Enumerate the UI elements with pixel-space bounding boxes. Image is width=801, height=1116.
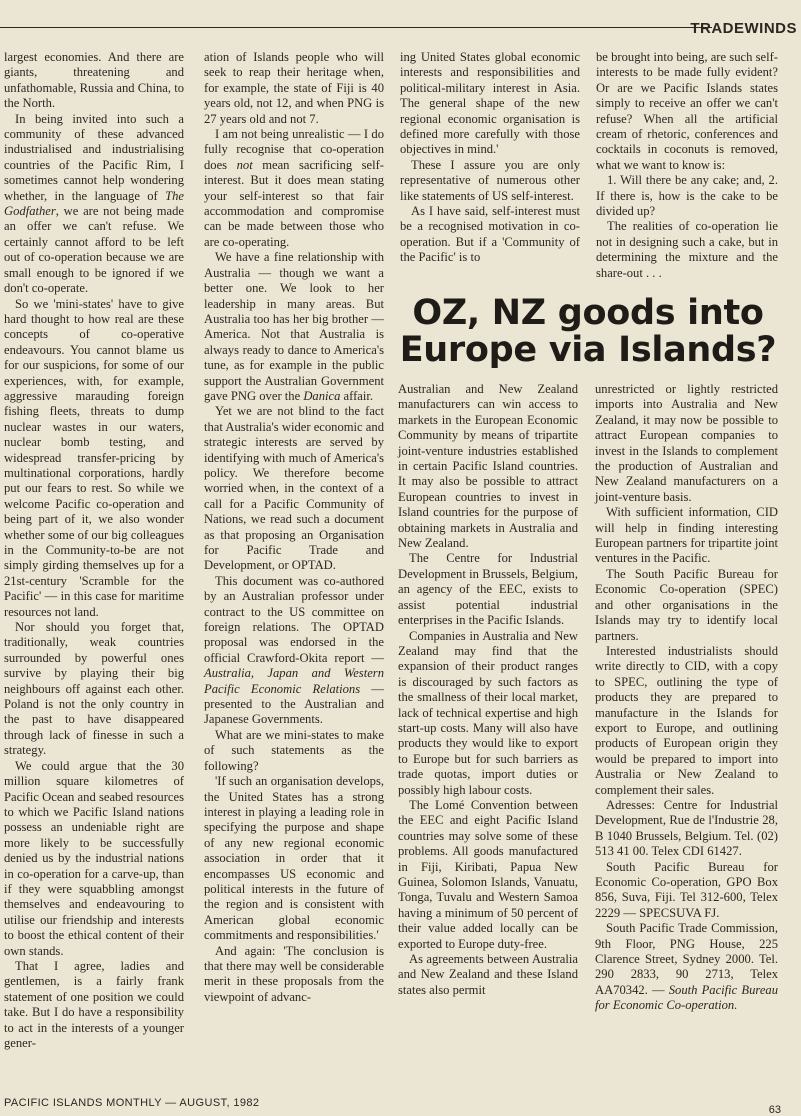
paragraph: unrestricted or lightly restricted imports into Australia and New Zealand, it may now be possible to attract European companies to invest in the Islands to complement the production of Australian and New Zealand manufacturers on a joint-venture basis.	[595, 382, 778, 504]
paragraph: Companies in Australia and New Zealand may find that the expansion of their product ranges is discouraged by such factors as the smallness of their local market, lack of technical expertise and high start-up costs. Many will also have products they would like to export to Europe but for such barriers as trade quotas, import duties or possibly high labour costs.	[398, 628, 578, 797]
article-column-4	[596, 50, 778, 281]
paragraph: In being invited into such a community of these advanced industrialised and industrialising countries of the Pacific Rim, I sometimes cannot help wondering whether, in the language of The Godfather, we are not being made an offer we can't refuse. We certainly cannot afford to be left out of co-operation because we are small enough to be ignored if we don't co-operate.	[4, 111, 184, 296]
paragraph: Interested industrialists should write directly to CID, with a copy to SPEC, outlining the type of products they are prepared to manufacture in the Islands for export to Europe, and outlining products of European origin they would be prepared to import into Australia or New Zealand to complement their sales.	[595, 643, 778, 797]
paragraph: ing United States global economic interests and responsibilities and political-military interest in Asia. The general shape of the new regional economic organisation is defined more carefully with those objectives in mind.'	[400, 50, 580, 157]
paragraph: be brought into being, are such self-interests to be made fully evident? Or are we Pacific Islands states simply to receive an offer we can't refuse? When all the artificial cream of rhetoric, conferences and cocktails in coconuts is removed, what we want to know is:	[596, 50, 778, 172]
page-number: 63	[768, 1104, 781, 1116]
paragraph: We have a fine relationship with Australia — though we want a better one. We look to her leadership in many areas. But Australia too has her big brother — America. Not that Australia is always ready to dance to America's tune, as for example in the public support the Australian Government gave PNG over the Danica affair.	[204, 250, 384, 403]
article-column-6	[595, 382, 778, 1014]
headline-line-2: Europe via Islands?	[399, 330, 777, 370]
paragraph: ation of Islands people who will seek to reap their heritage when, for example, the state of Fiji is 40 years old, not 12, and when PNG is 27 years old and not 7.	[204, 50, 384, 126]
paragraph: With sufficient information, CID will help in finding interesting European partners for tripartite joint ventures in the Pacific.	[595, 505, 778, 566]
section-header: TRADEWINDS	[690, 20, 797, 37]
paragraph: I am not being unrealistic — I do fully recognise that co-operation does not mean sacrificing self-interest. But it does mean stating your self-interest so that fair accommodation and compromise can be made between those who are co-operating.	[204, 127, 384, 249]
paragraph: Yet we are not blind to the fact that Australia's wider economic and strategic interests are served by identifying with much of America's policy. We therefore become worried when, in the context of a call for a Pacific Community of Nations, we read such a document as that proposing an Organisation for Pacific Trade and Development, or OPTAD.	[204, 404, 384, 573]
paragraph: These I assure you are only representative of numerous other like statements of US self-interest.	[400, 157, 580, 203]
paragraph: As I have said, self-interest must be a recognised motivation in co-operation. But if a 'Community of the Pacific' is to	[400, 204, 580, 265]
paragraph: This document was co-authored by an Australian professor under contract to the US committee on foreign relations. The OPTAD proposal was endorsed in the official Crawford-Okita report — Australia, Japan and Western Pacific Economic Relations — presented to the Australian and Japanese Governments.	[204, 573, 385, 727]
paragraph: largest economies. And there are giants, threatening and unfathomable, Russia and China, to the North.	[4, 50, 184, 111]
paragraph: 'If such an organisation develops, the United States has a strong interest in playing a leading role in specifying the purpose and shape of any new regional economic association in order that it encompasses US economic and political interests in the future of the region and is consistent with American global economic commitments and responsibilities.'	[204, 774, 384, 943]
headline-line-1: OZ, NZ goods into	[412, 293, 764, 333]
paragraph: Adresses: Centre for Industrial Development, Rue de l'Industrie 28, B 1040 Brussels, Belgium. Tel. (02) 513 41 00. Telex CDI 61427.	[595, 797, 778, 859]
italic-title: The Godfather	[4, 188, 184, 219]
paragraph: Australian and New Zealand manufacturers can win access to markets in the European Economic Community by means of tripartite joint-venture industries established in certain Pacific Island countries. It may also be possible to attract European countries to invest in Island countries for the purpose of obtaining markets in Australia and New Zealand.	[398, 382, 578, 551]
italic-title: Danica	[303, 388, 341, 403]
article-column-2	[204, 50, 384, 1005]
article-column-1	[4, 50, 184, 1051]
paragraph: What are we mini-states to make of such statements as the following?	[204, 727, 384, 773]
paragraph: South Pacific Trade Commission, 9th Floor, PNG House, 225 Clarence Street, Sydney 2000. Tel. 290 2833, 90 2713, Telex AA70342. — South Pacific Bureau for Economic Co-operation.	[595, 921, 778, 1013]
paragraph: As agreements between Australia and New Zealand and these Island states also permit	[398, 952, 578, 997]
header-rule	[0, 27, 712, 28]
italic-source: South Pacific Bureau for Economic Co-operation.	[595, 982, 778, 1013]
article-column-5	[398, 382, 578, 998]
paragraph: South Pacific Bureau for Economic Co-operation, GPO Box 856, Suva, Fiji. Tel 312-600, Telex 2229 — SPECSUVA FJ.	[595, 859, 778, 920]
paragraph: The Centre for Industrial Development in Brussels, Belgium, an agency of the EEC, exists to assist potential industrial enterprises in the Pacific Islands.	[398, 551, 578, 628]
italic-title: Australia, Japan and Western Pacific Economic Relations	[204, 666, 384, 696]
paragraph: The South Pacific Bureau for Economic Co-operation (SPEC) and other organisations in the Islands may try to identify local partners.	[595, 566, 778, 643]
paragraph: And again: 'The conclusion is that there may well be considerable merit in these proposals from the viewpoint of advanc-	[204, 943, 384, 1004]
article-headline	[398, 295, 778, 369]
paragraph: That I agree, ladies and gentlemen, is a fairly frank statement of one position we could take. But I do have a responsibility to act in the interests of a younger gener-	[4, 958, 184, 1050]
paragraph: 1. Will there be any cake; and, 2. If there is, how is the cake to be divided up?	[596, 173, 778, 219]
paragraph: The Lomé Convention between the EEC and eight Pacific Island countries may solve some of these problems. All goods manufactured in Fiji, Kiribati, Papua New Guinea, Solomon Islands, Vanuatu, Tonga, Tuvalu and Western Samoa having a minimum of 50 percent of their value added locally can be exported to Europe duty-free.	[398, 797, 578, 951]
page-footer: PACIFIC ISLANDS MONTHLY — AUGUST, 1982	[4, 1097, 260, 1109]
paragraph: So we 'mini-states' have to give hard thought to how real are these concepts of co-operative endeavours. You cannot blame us for our suspicions, for some of our experiences, with, for example, aggressive marauding foreign fishing fleets, threats to dump nuclear wastes in our waters, nuclear bomb testing, and widespread transfer-pricing by multinational corporations, hardly put our fears to rest. So while we welcome Pacific co-operation and being part of it, we also wonder whether some of our big colleagues in the Community-to-be are not simply girding themselves up for a 21st-century 'Scramble for the Pacific' — in this case for maritime resources not land.	[4, 296, 184, 619]
article-column-3	[400, 50, 580, 266]
paragraph: The realities of co-operation lie not in designing such a cake, but in determining the mixture and the share-out . . .	[596, 219, 778, 280]
emphasis: not	[236, 157, 253, 172]
paragraph: Nor should you forget that, traditionally, weak countries surrounded by powerful ones survive by playing their big neighbours off against each other. Poland is not the only country in the past to have disappeared through lack of finesse in such a strategy.	[4, 620, 184, 758]
paragraph: We could argue that the 30 million square kilometres of Pacific Ocean and seabed resources to which we Pacific Island nations possess an undeniable right are more likely to be successfully denied us by the industrial nations in co-operation for a carve-up, than if they were squabbling amongst themselves and endeavouring to utilise our friendship and interests to boost the ethical content of their own stands.	[4, 758, 184, 958]
